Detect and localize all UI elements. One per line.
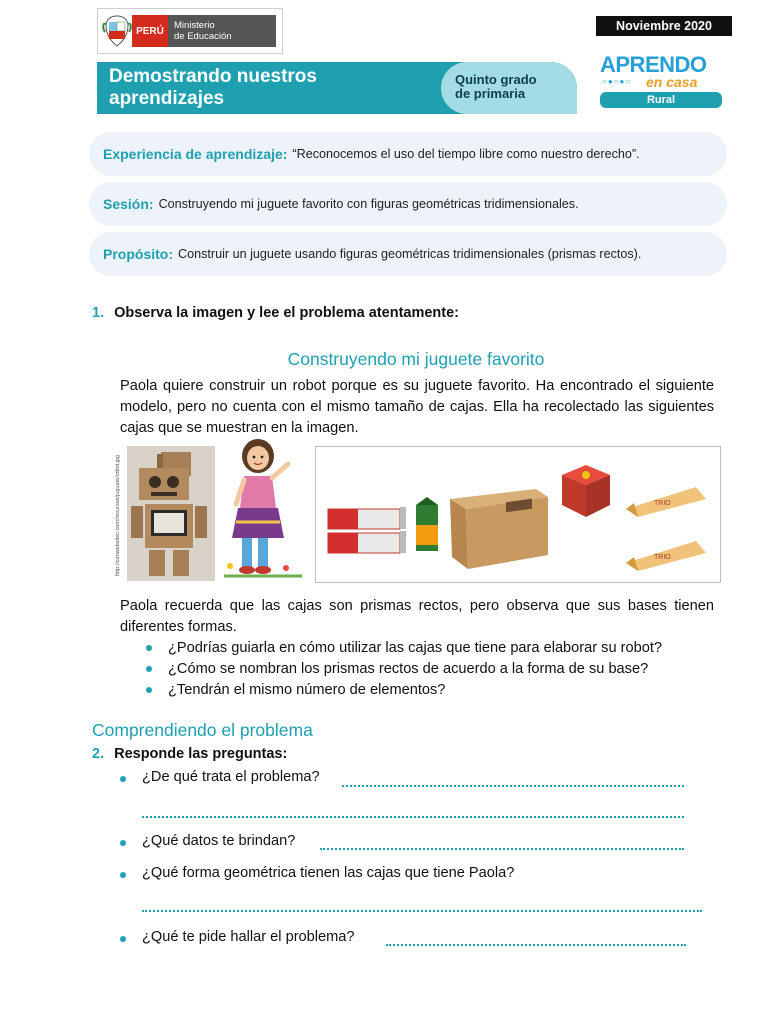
session-box <box>89 182 727 226</box>
answer-line-3[interactable] <box>142 900 702 912</box>
question-1-heading <box>92 305 459 321</box>
triangular-prism-box-icon <box>626 487 706 571</box>
purpose-label: Propósito: <box>103 246 173 262</box>
answer-item-2 <box>120 833 295 849</box>
answer-item-1 <box>120 769 320 785</box>
answer-item-3 <box>120 865 514 881</box>
robot-photo <box>127 446 215 581</box>
bullet-icon <box>120 872 126 878</box>
brand-dots-icon: ○●○●○ <box>602 77 632 86</box>
question-2-heading <box>92 746 287 762</box>
banner-title-line-1: Demostrando nuestros <box>109 66 317 87</box>
problem-followup: Paola recuerda que las cajas son prismas rectos, pero observa que sus bases tienen diferentes formas. <box>120 598 714 635</box>
coat-of-arms-icon <box>102 14 132 48</box>
prism-box-label-2: TRIO <box>654 554 671 561</box>
image-credit <box>113 446 125 580</box>
problem-questions-list <box>146 638 736 701</box>
purpose-box <box>89 232 727 276</box>
question-2-number: 2. <box>92 746 105 762</box>
bullet-icon <box>120 776 126 782</box>
list-item: ¿Tendrán el mismo número de elementos? <box>146 680 736 701</box>
banner-title-line-2: aprendizajes <box>109 88 225 109</box>
question-text: ¿Qué forma geométrica tienen las cajas que tiene Paola? <box>142 865 515 881</box>
peru-label: PERÚ <box>132 15 168 47</box>
banner-title <box>109 66 317 110</box>
problem-title: Construyendo mi juguete favorito <box>287 349 545 369</box>
girl-illustration <box>222 438 312 583</box>
juice-carton-icon <box>416 497 438 551</box>
date-badge: Noviembre 2020 <box>596 16 732 36</box>
question-text: ¿Qué datos te brindan? <box>142 833 296 849</box>
question-1-number: 1. <box>92 305 105 321</box>
image-credit-text: http://cdnwebsitec.com/recursos/juguete/robot.jpg <box>115 454 121 576</box>
ministry-logo <box>97 8 283 54</box>
grade-tag <box>441 62 577 114</box>
question-2-text: Responde las preguntas: <box>114 746 288 762</box>
ministry-name <box>168 15 276 47</box>
bullet-icon <box>120 936 126 942</box>
brand-subtitle: en casa <box>646 74 698 90</box>
brand-title: APRENDO <box>600 52 707 77</box>
grade-line-1: Quinto grado <box>455 72 537 87</box>
session-value: Construyendo mi juguete favorito con figuras geométricas tridimensionales. <box>158 197 579 211</box>
shoe-box-icon <box>450 489 548 569</box>
question-1-text: Observa la imagen y lee el problema atentamente: <box>114 305 460 321</box>
problem-intro: Paola quiere construir un robot porque es su juguete favorito. Ha encontrado el siguiente modelo, pero no cuenta con el mismo tamaño de cajas. Ella ha recolectado las siguientes cajas que se muestran en la imagen. <box>120 378 714 436</box>
boxes-illustration <box>316 447 720 582</box>
list-item: ¿Podrías guiarla en cómo utilizar las cajas que tiene para elaborar su robot? <box>146 638 736 659</box>
session-label: Sesión: <box>103 196 154 212</box>
experience-value: “Reconocemos el uso del tiempo libre como nuestro derecho”. <box>292 147 640 161</box>
question-text: ¿Qué te pide hallar el problema? <box>142 929 355 945</box>
grade-line-2: de primaria <box>455 86 526 101</box>
toothpaste-box-icon <box>328 507 406 553</box>
ministry-line-1: Ministerio <box>174 20 215 31</box>
experience-label: Experiencia de aprendizaje: <box>103 146 288 162</box>
prism-box-label-1: TRIO <box>654 500 671 507</box>
understanding-title: Comprendiendo el problema <box>92 720 313 740</box>
answer-line-4[interactable] <box>386 934 686 946</box>
bullet-icon <box>120 840 126 846</box>
boxes-photo <box>315 446 721 583</box>
answer-line-2[interactable] <box>320 838 684 850</box>
purpose-value: Construir un juguete usando figuras geométricas tridimensionales (prismas rectos). <box>178 247 642 261</box>
header-banner <box>97 62 577 114</box>
brand-tag: Rural <box>600 92 722 108</box>
answer-item-4 <box>120 929 355 945</box>
question-text: ¿De qué trata el problema? <box>142 769 320 785</box>
experience-box <box>89 132 727 176</box>
answer-line-1b[interactable] <box>142 806 684 818</box>
ministry-line-2: de Educación <box>174 31 232 42</box>
red-cube-box-icon <box>562 465 610 517</box>
aprendo-en-casa-logo <box>598 52 728 112</box>
answer-line-1a[interactable] <box>342 775 684 787</box>
list-item: ¿Cómo se nombran los prismas rectos de acuerdo a la forma de su base? <box>146 659 736 680</box>
